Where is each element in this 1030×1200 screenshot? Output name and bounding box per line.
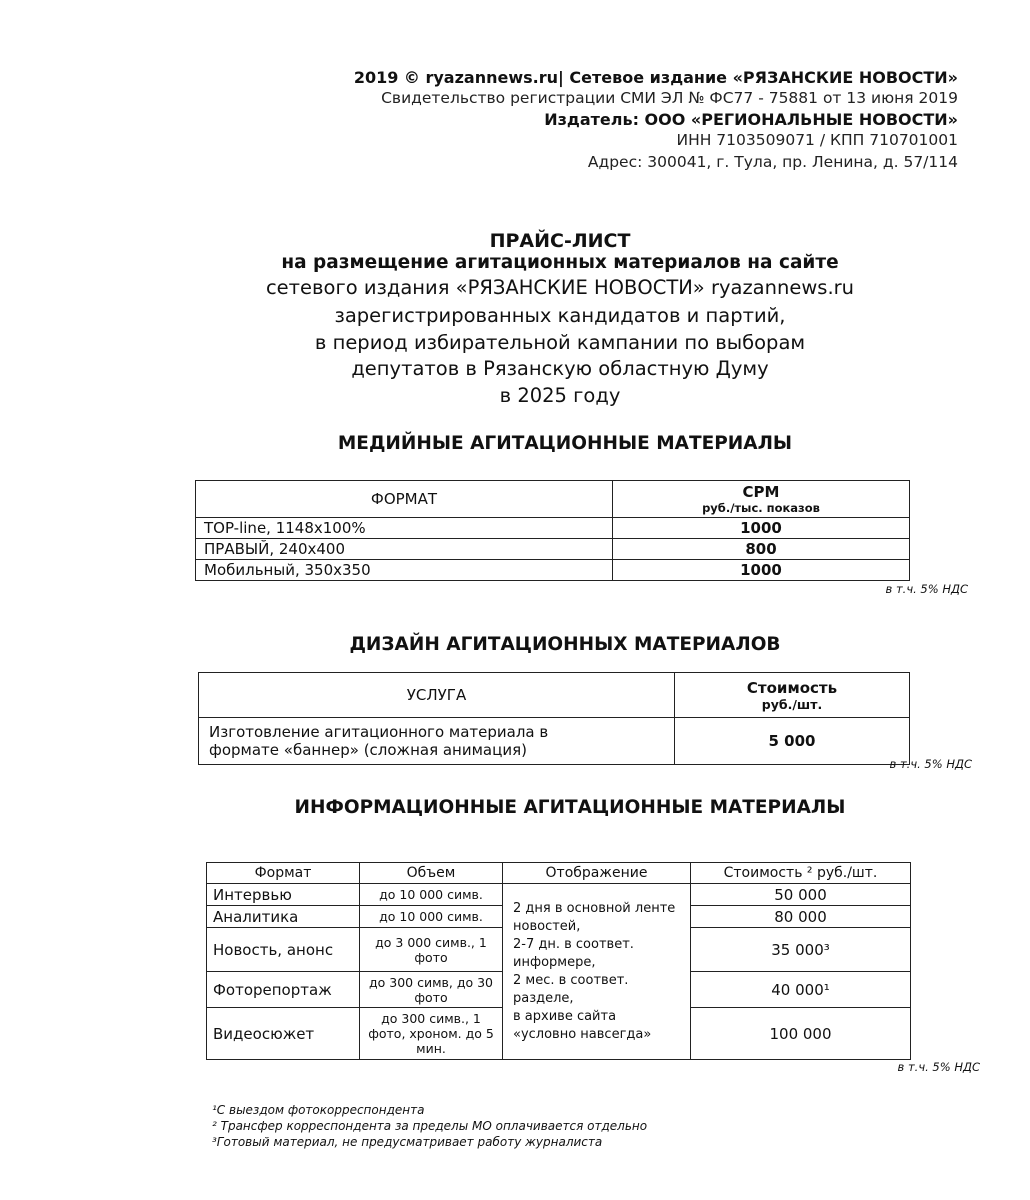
media-format-cell: TOP-line, 1148x100% <box>196 518 613 539</box>
design-service-line-1: Изготовление агитационного материала в <box>209 723 549 741</box>
design-price-cell: 5 000 <box>675 718 910 765</box>
table-row <box>199 718 910 765</box>
info-volume-cell: до 300 симв., 1 фото, хроном. до 5 мин. <box>360 1008 503 1060</box>
info-format-cell: Фоторепортаж <box>207 972 360 1008</box>
footnote-1: ¹С выездом фотокорреспондента <box>212 1103 425 1117</box>
title-subline-4: в период избирательной кампании по выборам <box>314 331 806 354</box>
title-subline-5: депутатов в Рязанскую областную Думу <box>351 357 769 380</box>
title-subline-3: зарегистрированных кандидатов и партий, <box>334 304 786 327</box>
media-format-cell: ПРАВЫЙ, 240x400 <box>196 539 613 560</box>
design-service-cell <box>199 718 675 765</box>
info-price-cell: 40 000¹ <box>691 972 911 1008</box>
media-format-cell: Мобильный, 350x350 <box>196 560 613 581</box>
footnote-3: ³Готовый материал, не предусматривает работу журналиста <box>212 1135 603 1149</box>
table-row <box>196 560 910 581</box>
price-unit: руб./шт. <box>761 696 823 712</box>
header-line-2: Свидетельство регистрации СМИ ЭЛ № ФС77 - 75881 от 13 июня 2019 <box>381 89 958 107</box>
info-volume-cell: до 10 000 симв. <box>360 906 503 928</box>
design-table <box>198 672 910 765</box>
table-row <box>196 518 910 539</box>
info-col-display: Отображение <box>503 863 691 884</box>
info-format-cell: Интервью <box>207 884 360 906</box>
info-vat-note: в т.ч. 5% НДС <box>897 1060 980 1074</box>
info-volume-cell: до 300 симв, до 30 фото <box>360 972 503 1008</box>
footnote-2: ² Трансфер корреспондента за пределы МО оплачивается отдельно <box>212 1119 648 1133</box>
info-price-cell: 100 000 <box>691 1008 911 1060</box>
info-col-volume: Объем <box>360 863 503 884</box>
info-price-cell: 50 000 <box>691 884 911 906</box>
title-subline-6: в 2025 году <box>499 384 621 407</box>
info-format-cell: Видеосюжет <box>207 1008 360 1060</box>
design-col-service: УСЛУГА <box>199 673 675 718</box>
media-value-cell: 1000 <box>613 518 910 539</box>
design-vat-note: в т.ч. 5% НДС <box>889 757 972 771</box>
title-subline-1: на размещение агитационных материалов на сайте <box>281 252 839 273</box>
price-label: Стоимость <box>746 678 838 697</box>
info-heading: ИНФОРМАЦИОННЫЕ АГИТАЦИОННЫЕ МАТЕРИАЛЫ <box>294 797 846 818</box>
title-subline-2: сетевого издания «РЯЗАНСКИЕ НОВОСТИ» ryazannews.ru <box>265 276 855 299</box>
media-col-format: ФОРМАТ <box>196 481 613 518</box>
page-title: ПРАЙС-ЛИСТ <box>489 230 631 252</box>
info-price-cell: 80 000 <box>691 906 911 928</box>
media-table <box>195 480 910 581</box>
media-col-cpm <box>613 481 910 518</box>
media-heading: МЕДИЙНЫЕ АГИТАЦИОННЫЕ МАТЕРИАЛЫ <box>337 433 793 454</box>
design-col-price <box>675 673 910 718</box>
info-table <box>206 862 911 1060</box>
table-row <box>207 884 911 906</box>
cpm-unit: руб./тыс. показов <box>702 501 820 515</box>
info-format-cell: Новость, анонс <box>207 928 360 972</box>
info-col-format: Формат <box>207 863 360 884</box>
info-volume-cell: до 3 000 симв., 1 фото <box>360 928 503 972</box>
media-value-cell: 800 <box>613 539 910 560</box>
media-value-cell: 1000 <box>613 560 910 581</box>
info-price-cell: 35 000³ <box>691 928 911 972</box>
info-display-cell: 2 дня в основной ленте новостей, 2-7 дн. в соответ. информере, 2 мес. в соответ. разделе, в архиве сайта «условно навсегда» <box>503 884 691 1060</box>
table-row <box>196 539 910 560</box>
header-line-3: Издатель: ООО «РЕГИОНАЛЬНЫЕ НОВОСТИ» <box>544 110 958 129</box>
info-col-price: Стоимость ² руб./шт. <box>691 863 911 884</box>
header-line-4: ИНН 7103509071 / КПП 710701001 <box>676 131 958 149</box>
media-vat-note: в т.ч. 5% НДС <box>885 582 968 596</box>
cpm-label: CPM <box>742 483 780 501</box>
info-format-cell: Аналитика <box>207 906 360 928</box>
header-line-5: Адрес: 300041, г. Тула, пр. Ленина, д. 57/114 <box>587 153 958 171</box>
header-line-1: 2019 © ryazannews.ru| Сетевое издание «РЯЗАНСКИЕ НОВОСТИ» <box>353 68 958 87</box>
info-volume-cell: до 10 000 симв. <box>360 884 503 906</box>
design-heading: ДИЗАЙН АГИТАЦИОННЫХ МАТЕРИАЛОВ <box>349 634 781 655</box>
design-service-line-2: формате «баннер» (сложная анимация) <box>209 741 527 759</box>
